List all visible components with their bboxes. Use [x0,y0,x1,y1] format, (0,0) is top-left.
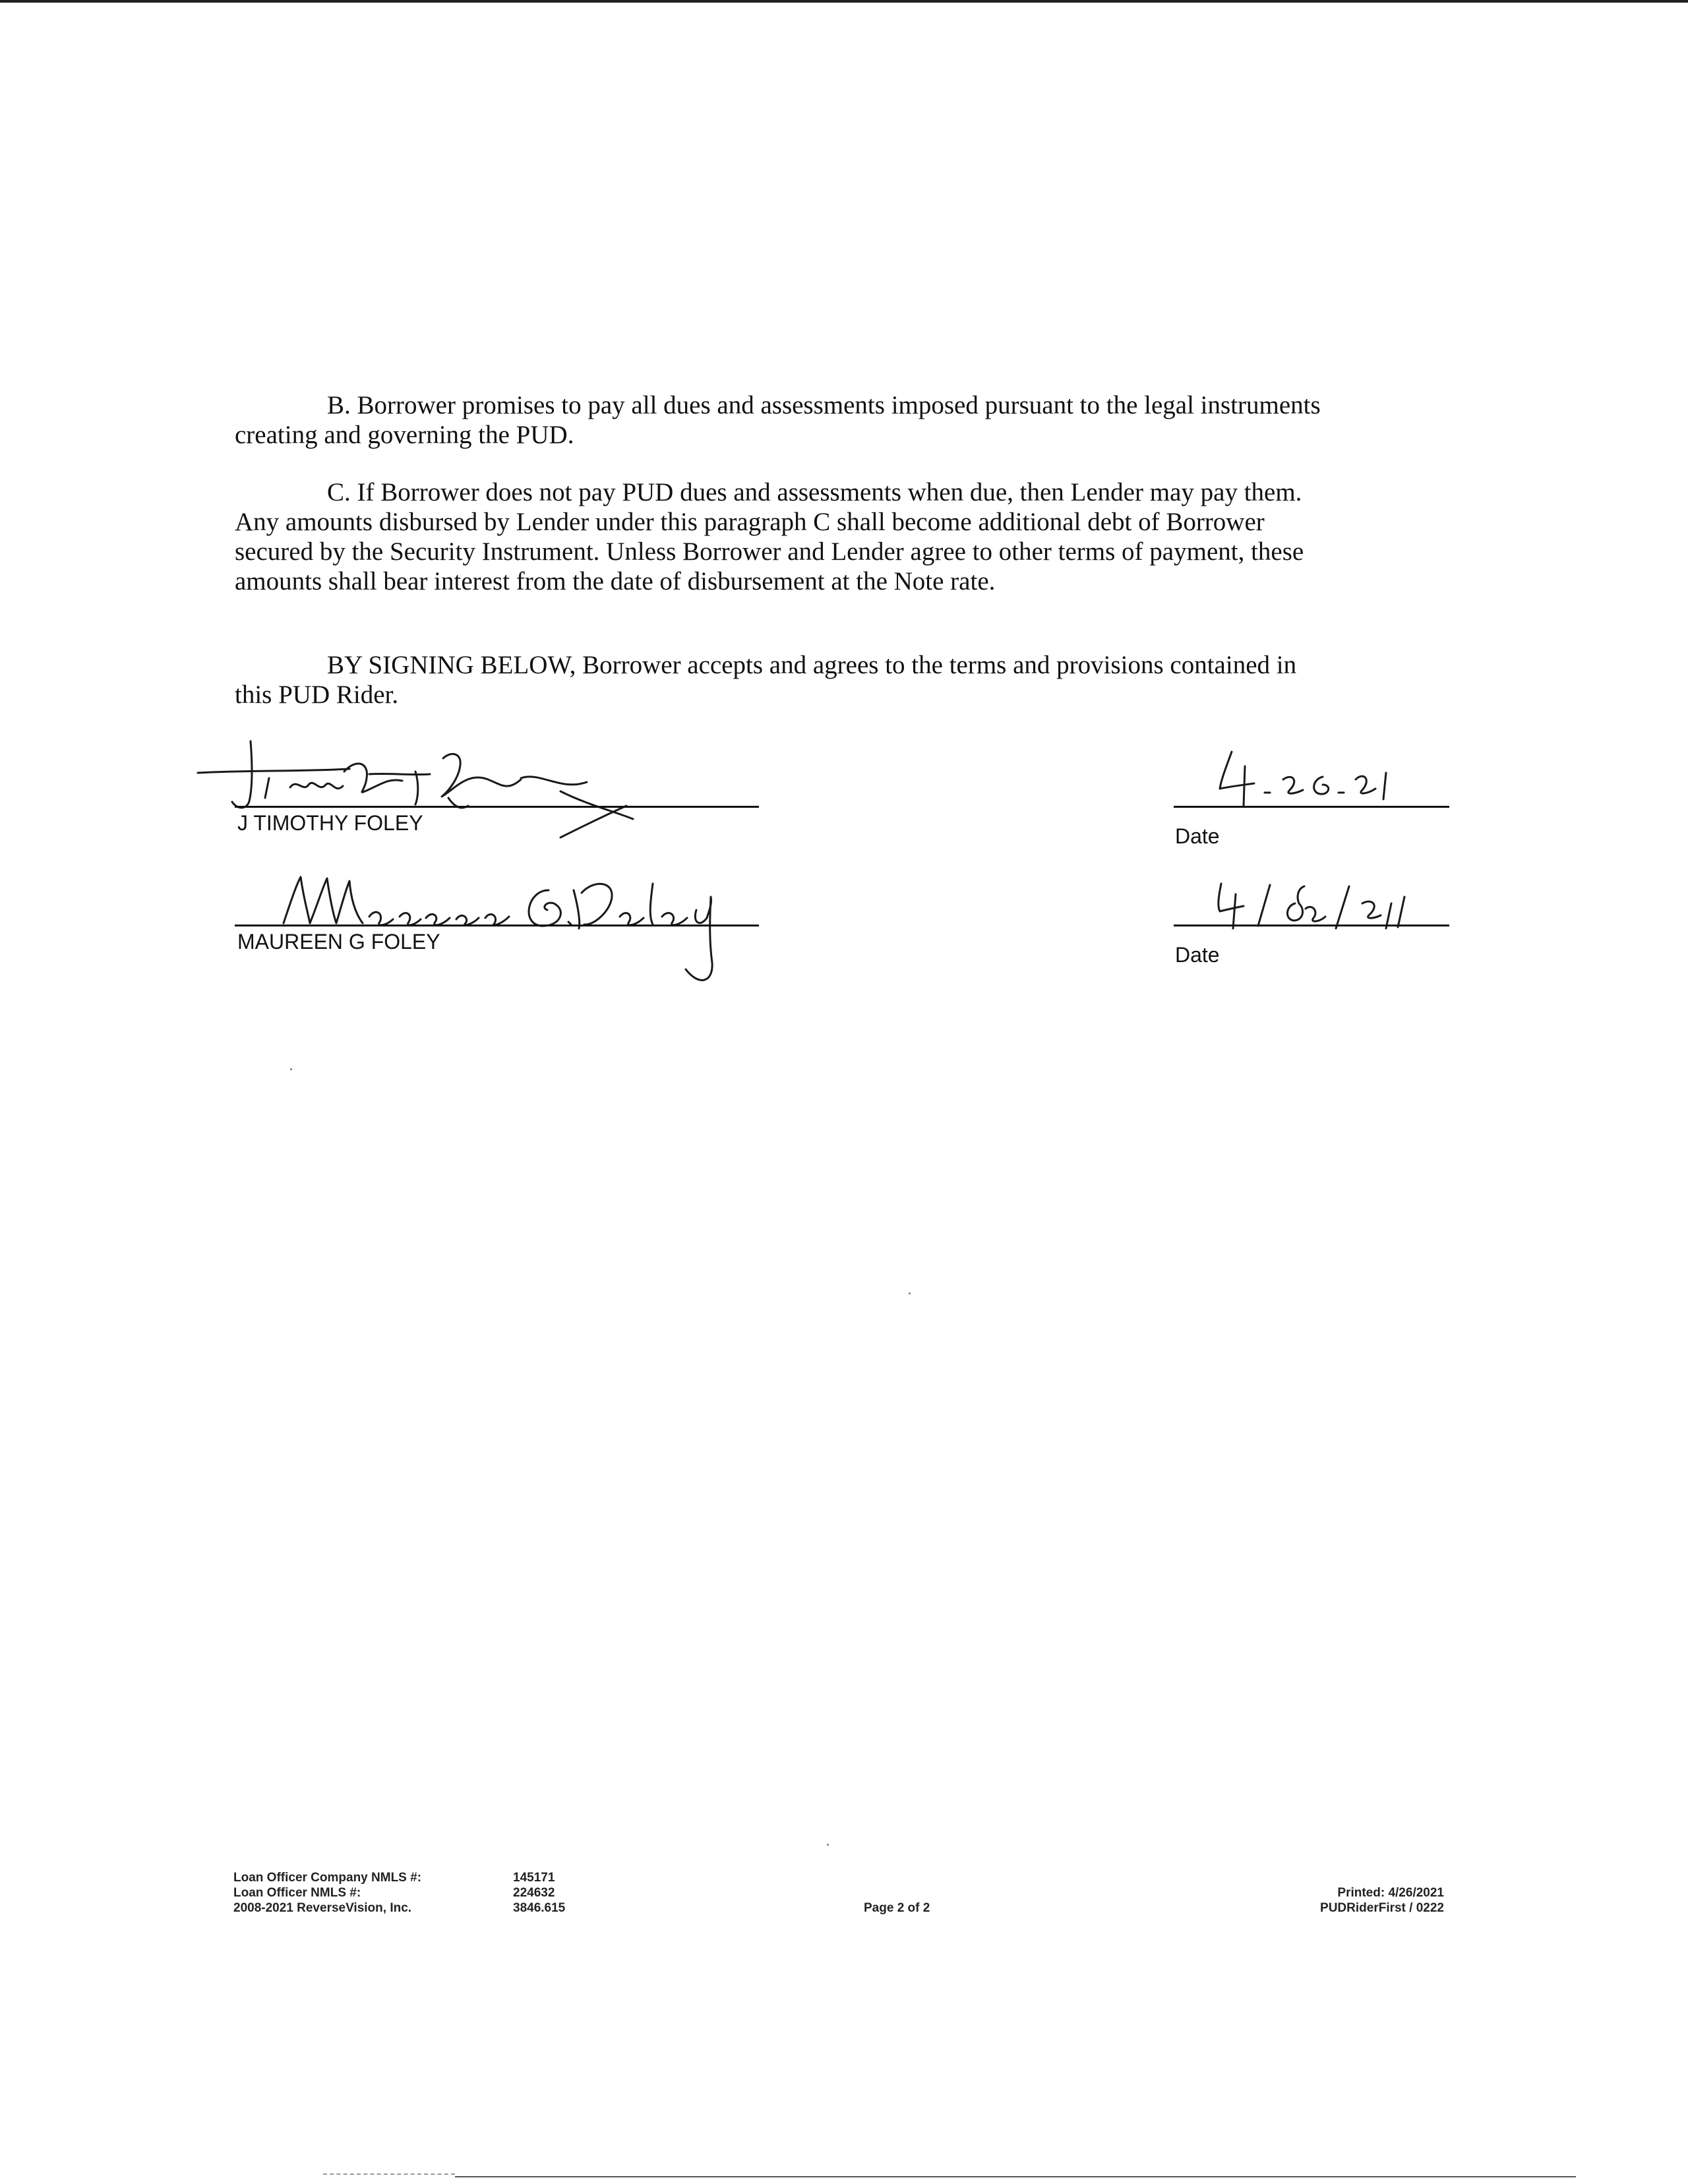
bottom-dotted-edge [323,2173,455,2177]
signature-line-borrower-1 [235,806,759,808]
footer-printed-date: Printed: 4/26/2021 [1337,1886,1444,1900]
footer-label-officer-nmls: Loan Officer NMLS #: [233,1886,361,1900]
scan-speck [827,1844,829,1846]
date-line-2 [1174,925,1449,926]
bottom-border-line [455,2176,1576,2177]
date-label-1: Date [1175,824,1220,848]
footer-value-company-nmls: 145171 [513,1871,555,1885]
handwritten-date-1 [1207,746,1404,812]
footer-value-officer-nmls: 224632 [513,1886,555,1900]
paragraph-b: B. Borrower promises to pay all dues and assessments imposed pursuant to the legal instruments creating and governing the PUD. [235,391,1321,449]
footer-page-number: Page 2 of 2 [864,1901,930,1915]
top-border-line [0,0,1688,3]
footer-label-copyright: 2008-2021 ReverseVision, Inc. [233,1901,412,1915]
handwritten-date-2 [1207,877,1451,936]
signing-statement: BY SIGNING BELOW, Borrower accepts and agrees to the terms and provisions contained in this PUD Rider. [235,651,1297,709]
paragraph-c: C. If Borrower does not pay PUD dues and assessments when due, then Lender may pay them. Any amounts disbursed by Lender under this paragraph C shall become additional debt of Borrower secured by the Security Instrument. Unless Borrower and Lender agree to other terms of payment, these amounts shall bear interest from the date of disbursement at the Note rate. [235,478,1304,595]
borrower-name-2: MAUREEN G FOLEY [237,930,440,954]
footer-label-company-nmls: Loan Officer Company NMLS #: [233,1871,422,1885]
footer-value-form-number: 3846.615 [513,1901,566,1915]
date-line-1 [1174,806,1449,808]
scan-speck [909,1292,911,1294]
borrower-name-1: J TIMOTHY FOLEY [237,811,423,835]
footer-form-id: PUDRiderFirst / 0222 [1320,1901,1444,1915]
date-label-2: Date [1175,943,1220,967]
signature-line-borrower-2 [235,925,759,926]
scan-speck [290,1068,292,1070]
